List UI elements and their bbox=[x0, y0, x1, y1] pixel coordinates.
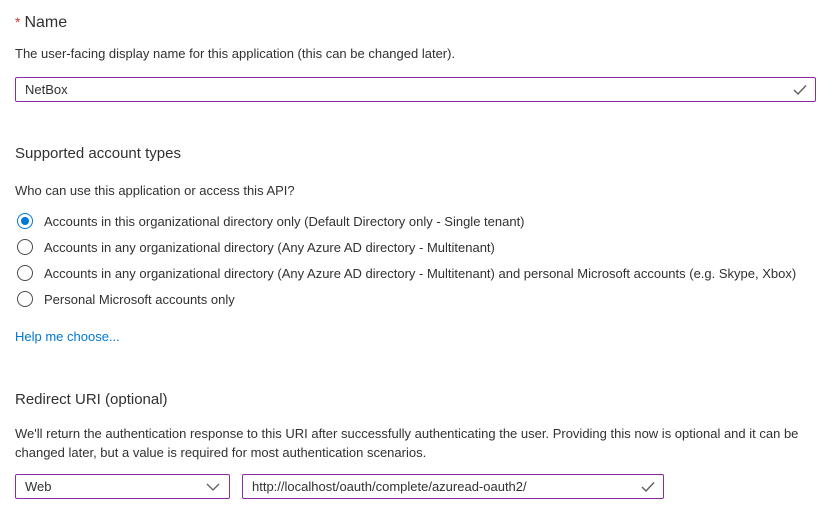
checkmark-icon bbox=[793, 84, 807, 95]
radio-single-tenant[interactable] bbox=[15, 208, 814, 234]
radio-label: Accounts in any organizational directory (Any Azure AD directory - Multitenant) and personal Microsoft accounts (e.g. Skype, Xbox) bbox=[44, 265, 797, 281]
radio-multitenant-personal[interactable] bbox=[15, 260, 814, 286]
name-field-description: The user-facing display name for this application (this can be changed later). bbox=[15, 46, 456, 61]
radio-circle-icon[interactable] bbox=[17, 291, 33, 307]
account-types-question: Who can use this application or access this API? bbox=[15, 183, 295, 198]
name-field-title bbox=[15, 12, 814, 33]
platform-select-value: Web bbox=[25, 479, 52, 494]
radio-personal-only[interactable] bbox=[15, 286, 814, 312]
checkmark-icon bbox=[641, 481, 655, 492]
supported-account-types-title: Supported account types bbox=[15, 145, 181, 162]
redirect-uri-input-value: http://localhost/oauth/complete/azuread-oauth2/ bbox=[252, 479, 527, 494]
redirect-uri-controls bbox=[15, 474, 814, 499]
radio-label: Accounts in this organizational directory only (Default Directory only - Single tenant) bbox=[44, 213, 525, 229]
required-asterisk: * bbox=[15, 14, 21, 30]
account-type-radio-group bbox=[15, 208, 814, 312]
chevron-down-icon bbox=[206, 483, 220, 491]
radio-label: Accounts in any organizational directory (Any Azure AD directory - Multitenant) bbox=[44, 239, 495, 255]
radio-circle-icon[interactable] bbox=[17, 239, 33, 255]
name-section bbox=[15, 12, 814, 102]
name-input-value: NetBox bbox=[25, 82, 68, 97]
redirect-uri-section bbox=[15, 390, 814, 499]
platform-select[interactable] bbox=[15, 474, 230, 499]
redirect-uri-description: We'll return the authentication response to this URI after successfully authenticating the user. Providing this now is optional and it can be changed later, but a value is required for most authentication scenarios. bbox=[15, 426, 799, 460]
name-input[interactable] bbox=[15, 77, 816, 102]
radio-multitenant[interactable] bbox=[15, 234, 814, 260]
help-me-choose-link[interactable]: Help me choose... bbox=[15, 329, 120, 344]
radio-circle-icon[interactable] bbox=[17, 265, 33, 281]
redirect-uri-input[interactable] bbox=[242, 474, 664, 499]
name-field-title-text: Name bbox=[24, 14, 68, 31]
radio-circle-icon[interactable] bbox=[17, 213, 33, 229]
redirect-uri-title: Redirect URI (optional) bbox=[15, 391, 168, 408]
radio-label: Personal Microsoft accounts only bbox=[44, 291, 235, 307]
supported-account-types-section bbox=[15, 144, 814, 346]
